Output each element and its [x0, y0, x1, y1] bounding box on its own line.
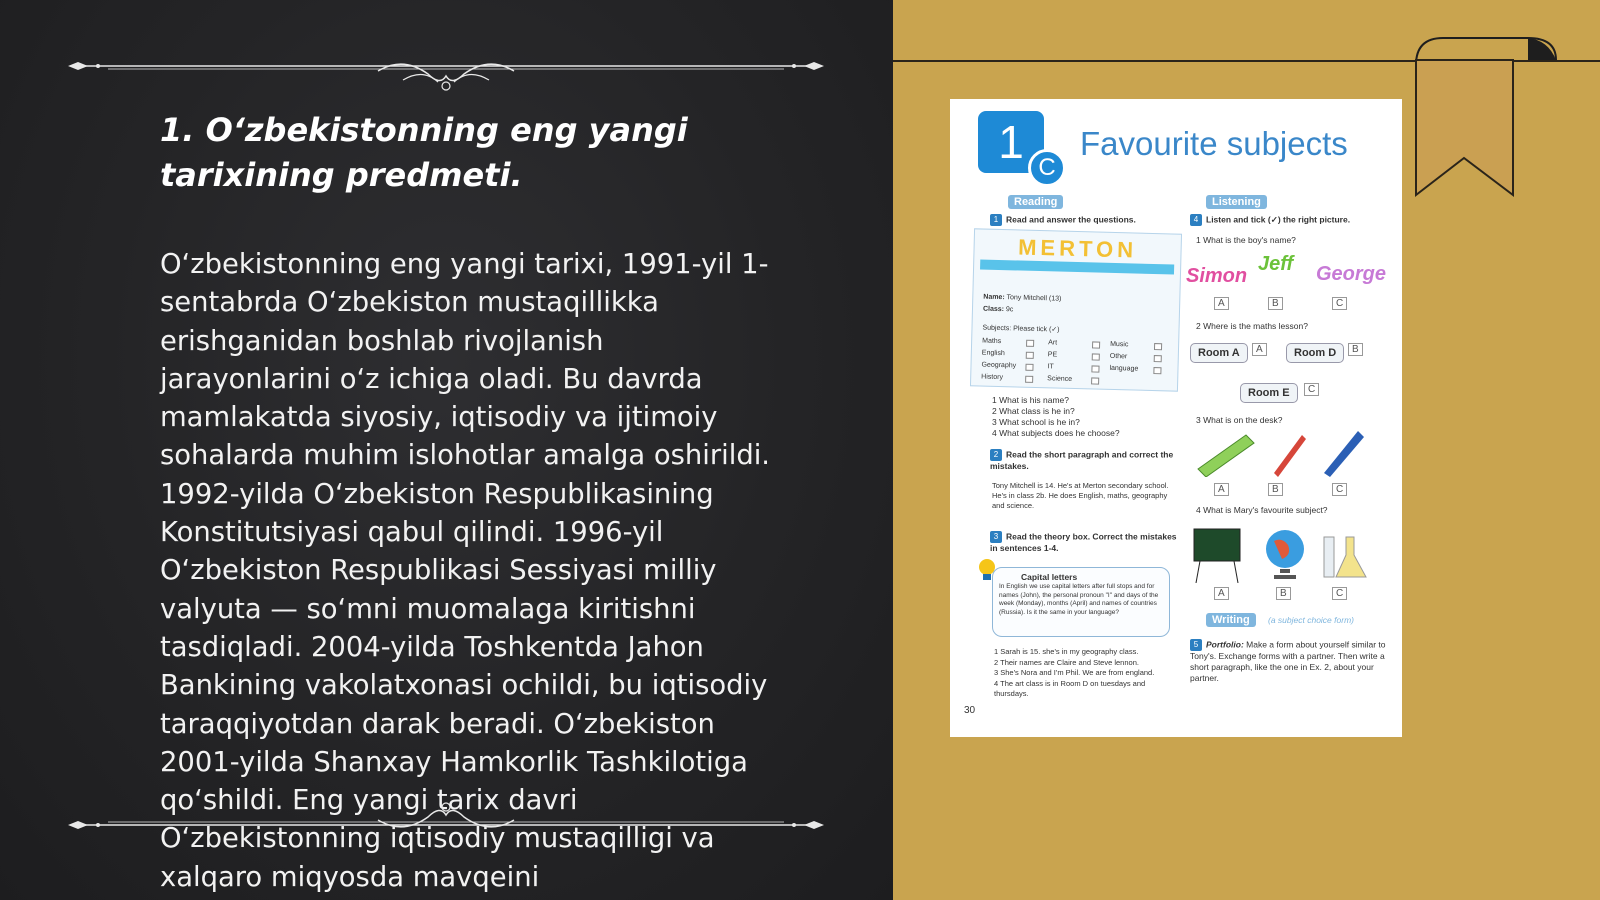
- option-box-c[interactable]: C: [1332, 297, 1347, 310]
- question-2: 2 Where is the maths lesson?: [1196, 321, 1308, 331]
- ruler-icon: [1194, 429, 1258, 477]
- unit-letter-badge: C: [1028, 149, 1066, 187]
- slide-body-line: 1992-yilda O‘zbekiston Respublikasining: [160, 478, 714, 510]
- exercise-1-questions: [992, 395, 1182, 439]
- bookmark-ribbon-icon: [1408, 30, 1558, 200]
- list-item: 3 What school is he in?: [992, 417, 1080, 427]
- list-item: 2 Their names are Claire and Steve lennon.: [994, 657, 1139, 667]
- exercise-number: 2: [990, 449, 1002, 461]
- subject-checkbox[interactable]: [1026, 340, 1034, 347]
- option-box-b[interactable]: B: [1276, 587, 1291, 600]
- slide-body-line: sohalarda muhim islohotlar amalga oshirildi.: [160, 440, 771, 472]
- slide-body-line: valyuta — so‘mni muomalaga kiritishni: [160, 593, 696, 625]
- name-option-a: Simon: [1186, 265, 1248, 287]
- subject-checkbox[interactable]: [1025, 364, 1033, 371]
- globe-icon: [1262, 527, 1308, 583]
- subject-checkbox[interactable]: [1091, 365, 1099, 372]
- option-box-b[interactable]: B: [1268, 483, 1283, 496]
- name-option-b: Jeff: [1258, 253, 1294, 275]
- pencil-icon: [1266, 429, 1310, 477]
- slide-body-line: 2001-yilda Shanxay Hamkorlik Tashkilotiga: [160, 746, 748, 778]
- slide-body-line: jarayonlarini o‘z ichiga oladi. Bu davrda: [160, 363, 703, 395]
- subject-label: Art: [1048, 339, 1058, 347]
- slide-body-line: qo‘shildi. Eng yangi tarix davri: [160, 785, 578, 817]
- ornament-divider-bottom: [68, 800, 824, 850]
- slide-body-line: sentabrda O‘zbekiston mustaqillikka: [160, 287, 659, 319]
- slide-body-line: Bankining vakolatxonasi ochildi, bu iqtisodiy: [160, 670, 768, 702]
- exercise-number: 5: [1190, 639, 1202, 651]
- question-3: 3 What is on the desk?: [1196, 415, 1283, 425]
- list-item: 4 The art class is in Room D on tuesdays and thursdays.: [994, 678, 1146, 698]
- list-item: 4 What subjects does he choose?: [992, 428, 1120, 438]
- page-number: 30: [964, 705, 976, 716]
- slide-body-line: xalqaro miqyosda mavqeini: [160, 861, 540, 893]
- exercise-4: 4 Listen and tick (✓) the right picture.: [1190, 214, 1390, 226]
- exercise-number: 3: [990, 531, 1002, 543]
- pen-icon: [1318, 425, 1368, 477]
- option-box-c[interactable]: C: [1304, 383, 1319, 396]
- merton-school-form: [970, 228, 1182, 391]
- subject-checkbox[interactable]: [1026, 352, 1034, 359]
- list-item: 1 What is his name?: [992, 395, 1070, 405]
- exercise-5: 5 Portfolio: Make a form about yourself similar to Tony's. Exchange forms with a partner. Then write a short paragraph, like the one in Ex. 2, about your partner.: [1190, 639, 1386, 683]
- option-box-a[interactable]: A: [1252, 343, 1267, 356]
- slide-body-line: O‘zbekistonning iqtisodiy mustaqilligi va: [160, 823, 715, 855]
- name-option-c: George: [1316, 263, 1387, 285]
- theory-box: [992, 567, 1170, 637]
- subject-label: Geography: [981, 361, 1017, 370]
- lab-flask-icon: [1316, 527, 1372, 583]
- slide-body-line: Konstitutsiyasi qabul qilindi. 1996-yil: [160, 517, 664, 549]
- slide-body-line: erishganidan boshlab rivojlanish: [160, 325, 604, 357]
- subject-row: [981, 361, 1172, 373]
- slide-right-panel: [893, 0, 1600, 900]
- room-option-b: Room D: [1286, 343, 1344, 363]
- subject-checkbox[interactable]: [1153, 367, 1161, 374]
- slide-body-line: mamlakatda siyosiy, iqtisodiy va ijtimoiy: [160, 402, 718, 434]
- option-box-a[interactable]: A: [1214, 297, 1229, 310]
- card-name-row: Name: Tony Mitchell (13): [983, 293, 1062, 303]
- subject-label: History: [981, 373, 1004, 382]
- list-item: 3 She's Nora and I'm Phil. We are from england.: [994, 668, 1155, 677]
- reading-heading: Reading: [1008, 195, 1063, 209]
- option-box-a[interactable]: A: [1214, 483, 1229, 496]
- merton-logo: MERTON: [1017, 234, 1138, 263]
- subject-checkbox[interactable]: [1154, 355, 1162, 362]
- subject-label: PE: [1047, 351, 1058, 359]
- exercise-1: 1 Read and answer the questions.: [990, 214, 1180, 226]
- subject-label: language: [1109, 364, 1139, 373]
- writing-subtitle: (a subject choice form): [1268, 615, 1354, 625]
- subject-row: [982, 337, 1172, 349]
- question-4: 4 What is Mary's favourite subject?: [1196, 505, 1328, 515]
- option-box-b[interactable]: B: [1268, 297, 1283, 310]
- listening-heading: Listening: [1206, 195, 1267, 209]
- exercise-number: 1: [990, 214, 1002, 226]
- option-box-c[interactable]: C: [1332, 587, 1347, 600]
- option-box-c[interactable]: C: [1332, 483, 1347, 496]
- card-class-row: Class: 9c: [982, 305, 1014, 314]
- room-option-a: Room A: [1190, 343, 1248, 363]
- list-item: 1 Sarah is 15. she's in my geography class.: [994, 647, 1139, 656]
- room-option-c: Room E: [1240, 383, 1298, 403]
- exercise-3: 3 Read the theory box. Correct the mistakes in sentences 1-4.: [990, 531, 1177, 553]
- subject-label: Music: [1110, 340, 1129, 349]
- slide-title-line: 1. O‘zbekistonning eng yangi: [160, 111, 688, 149]
- list-item: 2 What class is he in?: [992, 406, 1075, 416]
- unit-badge: 1: [978, 111, 1044, 173]
- subject-checkbox[interactable]: [1025, 376, 1033, 383]
- subject-checkbox[interactable]: [1091, 377, 1099, 384]
- option-box-b[interactable]: B: [1348, 343, 1363, 356]
- subject-row: [981, 349, 1172, 361]
- option-box-a[interactable]: A: [1214, 587, 1229, 600]
- theory-title: Capital letters: [1021, 572, 1078, 582]
- subject-label: Science: [1047, 375, 1073, 383]
- subject-row: [981, 373, 1171, 383]
- page-title: Favourite subjects: [1080, 125, 1348, 162]
- slide-body-line: O‘zbekistonning eng yangi tarixi, 1991-yil 1-: [160, 249, 769, 280]
- theory-text: In English we use capital letters after full stops and for names (John), the personal pronoun "I" and days of the week (Monday), months (April) and names of countries (Russia). Is it the same in your language?: [999, 583, 1159, 616]
- subject-checkbox[interactable]: [1092, 341, 1100, 348]
- subject-checkbox[interactable]: [1154, 343, 1162, 350]
- slide-title-line: tarixining predmeti.: [160, 156, 523, 194]
- textbook-page-image: [950, 99, 1402, 737]
- subject-label: IT: [1047, 363, 1054, 371]
- exercise-number: 4: [1190, 214, 1202, 226]
- ornament-divider-top: [68, 46, 824, 96]
- card-subjects-label: Subjects: Please tick (✓): [982, 324, 1060, 334]
- subject-label: Maths: [982, 337, 1002, 346]
- slide-title: [160, 108, 800, 198]
- question-1: 1 What is the boy's name?: [1196, 235, 1296, 245]
- writing-heading: Writing: [1206, 613, 1256, 627]
- slide-body-line: taraqqiyotdan darak beradi. O‘zbekiston: [160, 708, 715, 740]
- exercise-2-text: Tony Mitchell is 14. He's at Merton secondary school. He's in class 2b. He does English, maths, geography and science.: [992, 481, 1169, 510]
- subject-label: Other: [1109, 352, 1128, 361]
- slide-body-line: tasdiqladi. 2004-yilda Toshkentda Jahon: [160, 631, 704, 663]
- slide-body-line: O‘zbekiston Respublikasi Sessiyasi milliy: [160, 555, 717, 587]
- blackboard-icon: [1190, 525, 1244, 583]
- subject-checkbox[interactable]: [1092, 353, 1100, 360]
- subject-label: English: [981, 349, 1005, 358]
- exercise-3-sentences: [994, 647, 1179, 700]
- exercise-2: 2 Read the short paragraph and correct the mistakes.: [990, 449, 1174, 471]
